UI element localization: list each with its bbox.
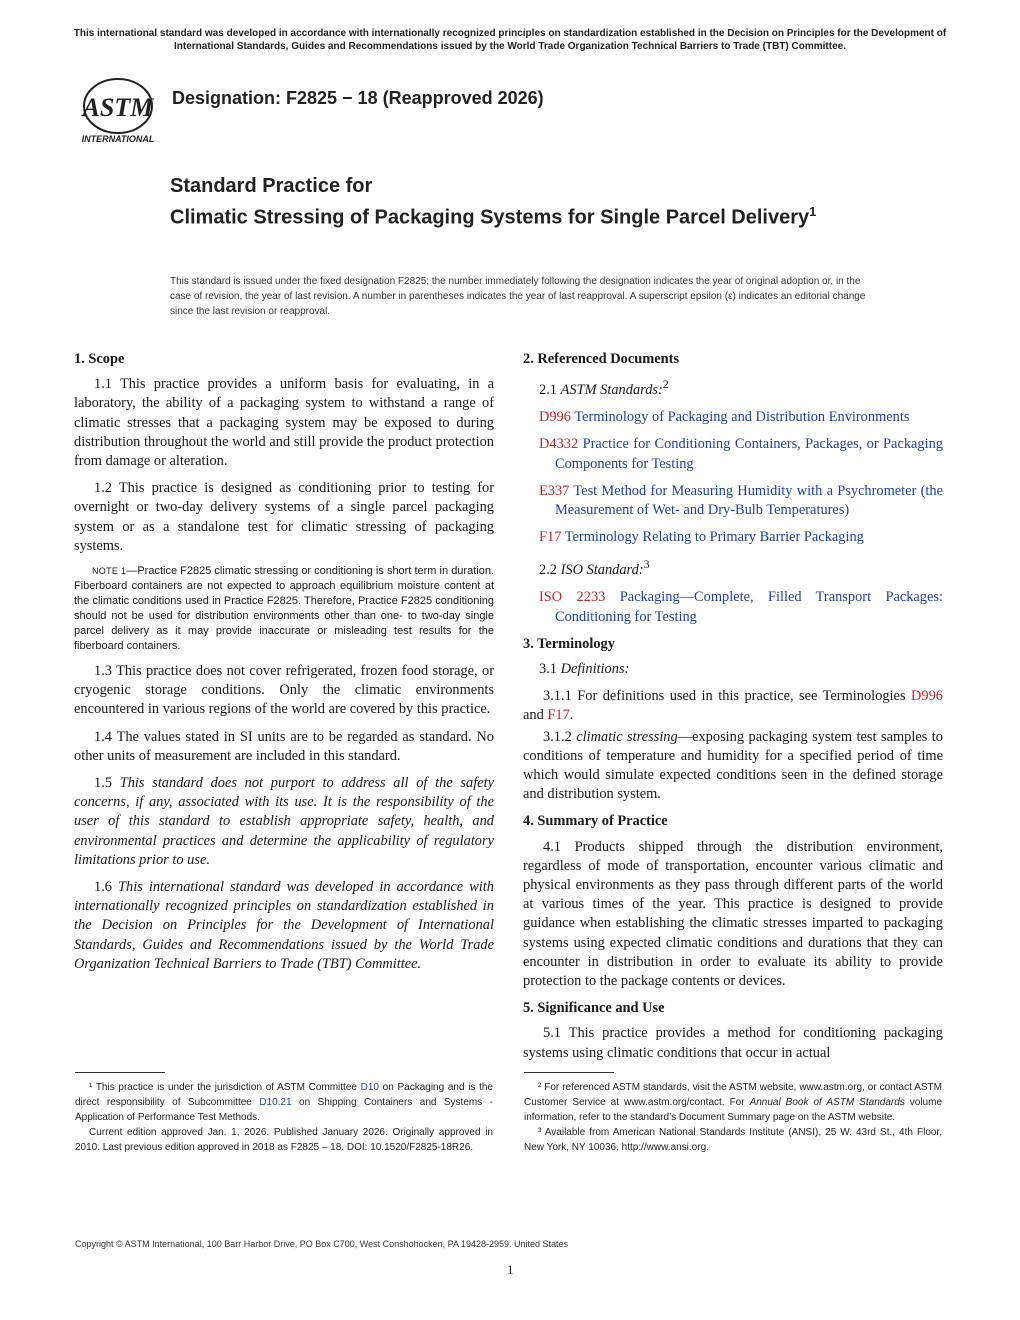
footnote-2: ² For referenced ASTM standards, visit the ASTM website, www.astm.org, or contact ASTM Customer Service at www.astm.org/contact. For Annual Book of ASTM Standards volume information, refer to the standard’s Document Summary page on the ASTM website. (524, 1082, 943, 1123)
footnote-rule-right (524, 1072, 614, 1073)
section-heading-scope: 1. Scope (74, 351, 125, 367)
ref-e337[interactable]: E337 Test Method for Measuring Humidity with a Psychrometer (the Measurement of Wet- and Dry-Bulb Temperatures) (539, 482, 943, 519)
paragraph-2-1: 2.1 ASTM Standards:$^2$ (539, 377, 669, 398)
designation: Designation: F2825 − 18 (Reapproved 2026) (172, 88, 544, 108)
left-column (74, 350, 494, 982)
paragraph-1-1: 1.1 This practice provides a uniform basis for evaluating, in a laboratory, the ability of a packaging system to withstand a range of climatic stresses that a packaging system may be exposed to during distribution throughout the world and still provide the product protection from damage or alteration. (74, 376, 494, 470)
paragraph-3-1: 3.1 Definitions: (539, 661, 630, 678)
right-column (523, 350, 943, 1071)
paragraph-1-6: 1.6 This international standard was developed in accordance with internationally recognized principles on standardization established in the Decision on Principles for the Development of International Standards, Guides and Recommendations issued by the World Trade Organization Technical Barriers to Trade (TBT) Committee. (74, 879, 494, 972)
footnote-rule-left (75, 1072, 165, 1073)
paragraph-4-1: 4.1 Products shipped through the distribution environment, regardless of mode of transportation, encounter various climatic and physical environments as they pass through different parts of the world at various times of the year. This practice is designed to provide guidance when establishing the climatic stresses imparted to packaging systems using expected climatic conditions and durations that they can encounter in distribution in order to evaluate its ability to provide protection to the package contents or devices. (523, 838, 943, 990)
ref-d4332[interactable]: D4332 Practice for Conditioning Containers, Packages, or Packaging Components for Testing (539, 436, 943, 472)
document-title (170, 173, 910, 231)
paragraph-2-2: 2.2 ISO Standard:$^3$ (539, 557, 650, 579)
ref-d996[interactable]: D996 Terminology of Packaging and Distribution Environments (539, 409, 910, 426)
copyright: Copyright © ASTM International, 100 Barr Harbor Drive, PO Box C700, West Conshohocken, PA 19428-2959. United States (75, 1239, 569, 1249)
footnote-1: ¹ This practice is under the jurisdiction of ASTM Committee D10 on Packaging and is the direct responsibility of Subcommittee D10.21 on Shipping Containers and Systems - Application of Performance Test Methods. (75, 1082, 494, 1123)
paragraph-3-1-2: 3.1.2 climatic stressing—exposing packaging system test samples to conditions of temperature and humidity for a specified period of time which would simulate expected conditions seen in the defined storage and distribution system. (523, 728, 943, 803)
title-line2: Climatic Stressing of Packaging Systems for Single Parcel Delivery$^1$ (170, 204, 817, 229)
link-d996[interactable]: D996 (911, 688, 943, 705)
section-heading-referenced-documents: 2. Referenced Documents (523, 351, 679, 367)
paragraph-1-5: 1.5 This standard does not purport to address all of the safety concerns, if any, associated with its use. It is the responsibility of the user of this standard to establish appropriate safety, health, and environmental practices and determine the applicability of regulatory limitations prior to use. (74, 775, 494, 868)
section-heading-significance: 5. Significance and Use (523, 1000, 665, 1017)
footnotes-right (524, 1080, 942, 1155)
wto-notice: This international standard was developed in accordance with internationally recognized principles on standardization established in the Decision on Principles for the Development of International Standards, Guides and Recommendations issued by the World Trade Organization Technical Barriers to Trade (TBT) Committee. (73, 28, 947, 52)
footnote-3: ³ Available from American National Standards Institute (ANSI), 25 W. 43rd St., 4th Floor, New York, NY 10036, http://www.ansi.org. (524, 1127, 942, 1153)
title-footnote-ref: 1 (809, 204, 817, 219)
note-1: NOTE 1—Practice F2825 climatic stressing or conditioning is short term in duration. Fiberboard containers are not expected to approach equilibrium moisture content at the climatic conditions used in Practice F2825. Therefore, Practice F2825 conditioning should not be used for distribution environments other than one- to two-day single parcel delivery as it may provide inaccurate or misleading test results for the fiberboard containers. (74, 565, 495, 653)
svg-text:INTERNATIONAL: INTERNATIONAL (81, 134, 155, 144)
astm-logo (74, 78, 162, 148)
ref-f17[interactable]: F17 Terminology Relating to Primary Barrier Packaging (539, 529, 864, 546)
link-d10-21[interactable]: D10.21 (259, 1097, 292, 1108)
note-label: NOTE 1 (92, 566, 127, 577)
ref-iso-2233[interactable]: ISO 2233 Packaging—Complete, Filled Transport Packages: Conditioning for Testing (539, 589, 943, 625)
paragraph-1-4: 1.4 The values stated in SI units are to be regarded as standard. No other units of measurement are included in this standard. (74, 728, 494, 764)
paragraph-5-1: 5.1 This practice provides a method for conditioning packaging systems using climatic conditions that occur in actual (523, 1025, 943, 1061)
footnotes-left (75, 1080, 493, 1155)
page-number: 1 (507, 1262, 514, 1277)
link-d10[interactable]: D10 (360, 1082, 379, 1093)
paragraph-1-3: 1.3 This practice does not cover refrigerated, frozen food storage, or cryogenic storage conditions. Only the climatic environments encountered in various regions of the world are covered by this practice. (74, 663, 494, 718)
link-f17[interactable]: F17 (547, 707, 570, 724)
paragraph-1-2: 1.2 This practice is designed as conditioning prior to testing for overnight or two-day delivery systems of a single parcel packaging system or as a standalone test for climatic stressing of packaging systems. (74, 480, 494, 554)
issuance-note: This standard is issued under the fixed designation F2825; the number immediately following the designation indicates the year of original adoption or, in the case of revision, the year of last revision. A number in parentheses indicates the year of last reapproval. A superscript epsilon (ε) indicates an editorial change since the last revision or reapproval. (170, 276, 866, 317)
title-line1: Standard Practice for (170, 175, 373, 197)
section-heading-summary: 4. Summary of Practice (523, 813, 668, 830)
paragraph-3-1-1: 3.1.1 For definitions used in this practice, see Terminologies D996 and F17. (523, 688, 943, 724)
footnote-1-edition: Current edition approved Jan. 1, 2026. Published January 2026. Originally approved in 2010. Last previous edition approved in 2018 as F2825 – 18. DOI: 10.1520/F2825-18R26. (75, 1127, 493, 1153)
section-heading-terminology: 3. Terminology (523, 635, 615, 652)
svg-text:ASTM: ASTM (82, 93, 154, 122)
